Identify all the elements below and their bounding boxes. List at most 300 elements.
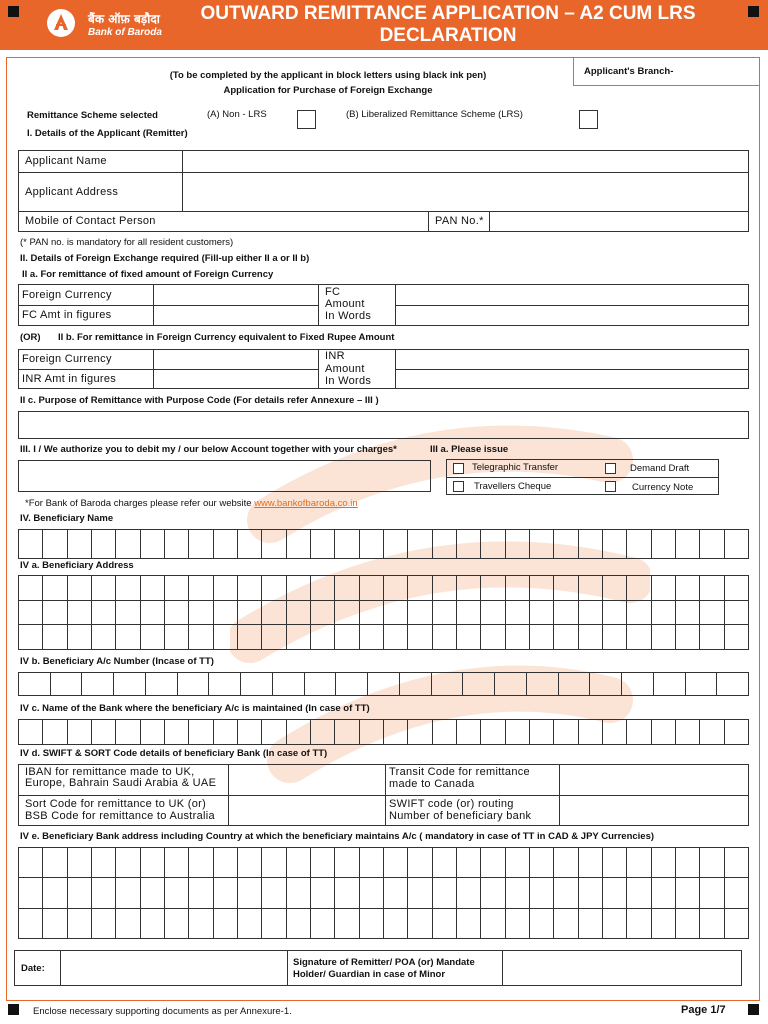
char-box[interactable] <box>165 601 189 626</box>
char-box[interactable] <box>43 576 67 601</box>
char-box[interactable] <box>603 601 627 626</box>
char-box[interactable] <box>408 909 432 939</box>
website-link[interactable]: www.bankofbaroda.co.in <box>254 498 358 509</box>
char-box[interactable] <box>627 625 651 650</box>
char-box[interactable] <box>433 625 457 650</box>
char-box[interactable] <box>273 673 305 696</box>
char-box[interactable] <box>433 878 457 908</box>
char-box[interactable] <box>141 576 165 601</box>
char-box[interactable] <box>652 625 676 650</box>
char-box[interactable] <box>384 576 408 601</box>
travellers-cheque-checkbox[interactable] <box>453 481 464 492</box>
char-box[interactable] <box>238 848 262 878</box>
char-box[interactable] <box>19 530 43 559</box>
char-box[interactable] <box>360 530 384 559</box>
char-box[interactable] <box>627 530 651 559</box>
mobile-field[interactable] <box>200 213 426 231</box>
char-box[interactable] <box>408 601 432 626</box>
char-box[interactable] <box>725 909 749 939</box>
char-box[interactable] <box>654 673 686 696</box>
char-box[interactable] <box>481 848 505 878</box>
char-box[interactable] <box>506 601 530 626</box>
char-box[interactable] <box>287 576 311 601</box>
debit-account-field[interactable] <box>18 460 431 492</box>
char-box[interactable] <box>433 601 457 626</box>
char-box[interactable] <box>141 878 165 908</box>
char-box[interactable] <box>530 530 554 559</box>
char-box[interactable] <box>262 720 286 745</box>
char-box[interactable] <box>530 848 554 878</box>
char-box[interactable] <box>506 530 530 559</box>
char-box[interactable] <box>725 530 749 559</box>
char-box[interactable] <box>384 878 408 908</box>
char-box[interactable] <box>700 878 724 908</box>
char-box[interactable] <box>603 848 627 878</box>
char-box[interactable] <box>457 878 481 908</box>
char-box[interactable] <box>725 601 749 626</box>
char-box[interactable] <box>68 601 92 626</box>
char-box[interactable] <box>262 848 286 878</box>
char-box[interactable] <box>68 909 92 939</box>
char-box[interactable] <box>165 848 189 878</box>
char-box[interactable] <box>238 530 262 559</box>
fc-amt-figures-field[interactable] <box>155 307 317 325</box>
char-box[interactable] <box>622 673 654 696</box>
char-box[interactable] <box>68 530 92 559</box>
char-box[interactable] <box>92 909 116 939</box>
char-box[interactable] <box>652 848 676 878</box>
char-box[interactable] <box>189 625 213 650</box>
char-box[interactable] <box>287 530 311 559</box>
char-box[interactable] <box>43 878 67 908</box>
char-box[interactable] <box>165 530 189 559</box>
char-box[interactable] <box>530 576 554 601</box>
char-box[interactable] <box>559 673 591 696</box>
char-box[interactable] <box>238 909 262 939</box>
char-box[interactable] <box>360 878 384 908</box>
char-box[interactable] <box>433 576 457 601</box>
char-box[interactable] <box>92 601 116 626</box>
char-box[interactable] <box>360 848 384 878</box>
char-box[interactable] <box>214 530 238 559</box>
char-box[interactable] <box>725 625 749 650</box>
char-box[interactable] <box>238 878 262 908</box>
char-box[interactable] <box>311 720 335 745</box>
char-box[interactable] <box>92 530 116 559</box>
char-box[interactable] <box>116 576 140 601</box>
char-box[interactable] <box>432 673 464 696</box>
telegraphic-transfer-checkbox[interactable] <box>453 463 464 474</box>
char-box[interactable] <box>305 673 337 696</box>
char-box[interactable] <box>579 909 603 939</box>
char-box[interactable] <box>189 878 213 908</box>
char-box[interactable] <box>287 720 311 745</box>
char-box[interactable] <box>165 625 189 650</box>
char-box[interactable] <box>19 673 51 696</box>
char-box[interactable] <box>336 673 368 696</box>
char-box[interactable] <box>603 625 627 650</box>
char-box[interactable] <box>360 720 384 745</box>
char-box[interactable] <box>603 720 627 745</box>
char-box[interactable] <box>238 576 262 601</box>
section-2b-heading: II b. For remittance in Foreign Currency equivalent to Fixed Rupee Amount <box>58 332 395 343</box>
char-box[interactable] <box>335 601 359 626</box>
char-box[interactable] <box>116 601 140 626</box>
char-box[interactable] <box>214 601 238 626</box>
pan-field[interactable] <box>491 213 747 231</box>
char-box[interactable] <box>116 530 140 559</box>
char-box[interactable] <box>238 601 262 626</box>
char-box[interactable] <box>481 576 505 601</box>
sort-code-field[interactable] <box>230 797 384 825</box>
char-box[interactable] <box>457 720 481 745</box>
char-box[interactable] <box>360 576 384 601</box>
char-box[interactable] <box>627 878 651 908</box>
char-box[interactable] <box>579 848 603 878</box>
char-box[interactable] <box>506 878 530 908</box>
beneficiary-bank-boxes[interactable] <box>18 719 749 745</box>
char-box[interactable] <box>506 848 530 878</box>
char-box[interactable] <box>116 909 140 939</box>
char-box[interactable] <box>43 848 67 878</box>
char-box[interactable] <box>116 625 140 650</box>
char-box[interactable] <box>214 848 238 878</box>
char-box[interactable] <box>530 720 554 745</box>
iban-field[interactable] <box>230 766 384 794</box>
signature-label <box>293 957 475 980</box>
char-box[interactable] <box>311 625 335 650</box>
beneficiary-account-boxes[interactable] <box>18 672 749 696</box>
char-box[interactable] <box>725 720 749 745</box>
char-box[interactable] <box>92 625 116 650</box>
char-box[interactable] <box>68 878 92 908</box>
char-box[interactable] <box>19 909 43 939</box>
beneficiary-name-boxes[interactable] <box>18 529 749 559</box>
foreign-currency-b-field[interactable] <box>155 351 317 368</box>
char-box[interactable] <box>433 530 457 559</box>
char-box[interactable] <box>68 625 92 650</box>
char-box[interactable] <box>457 625 481 650</box>
char-box[interactable] <box>165 909 189 939</box>
char-box[interactable] <box>19 848 43 878</box>
char-box[interactable] <box>165 576 189 601</box>
char-box[interactable] <box>627 909 651 939</box>
char-box[interactable] <box>676 720 700 745</box>
char-box[interactable] <box>652 720 676 745</box>
char-box[interactable] <box>384 530 408 559</box>
char-box[interactable] <box>141 601 165 626</box>
char-box[interactable] <box>579 625 603 650</box>
char-box[interactable] <box>311 601 335 626</box>
char-box[interactable] <box>238 625 262 650</box>
currency-note-checkbox[interactable] <box>605 481 616 492</box>
char-box[interactable] <box>384 625 408 650</box>
char-box[interactable] <box>603 530 627 559</box>
char-box[interactable] <box>481 878 505 908</box>
char-box[interactable] <box>686 673 718 696</box>
char-box[interactable] <box>311 878 335 908</box>
char-box[interactable] <box>457 909 481 939</box>
char-box[interactable] <box>554 878 578 908</box>
char-box[interactable] <box>700 625 724 650</box>
applicant-name-field[interactable] <box>184 152 747 171</box>
char-box[interactable] <box>627 601 651 626</box>
char-box[interactable] <box>178 673 210 696</box>
char-box[interactable] <box>189 909 213 939</box>
char-box[interactable] <box>603 878 627 908</box>
char-box[interactable] <box>481 909 505 939</box>
char-box[interactable] <box>408 625 432 650</box>
date-field[interactable] <box>62 952 286 984</box>
char-box[interactable] <box>141 909 165 939</box>
char-box[interactable] <box>92 720 116 745</box>
char-box[interactable] <box>481 720 505 745</box>
char-box[interactable] <box>287 601 311 626</box>
char-box[interactable] <box>209 673 241 696</box>
char-box[interactable] <box>481 530 505 559</box>
fc-amount-words-field[interactable] <box>397 286 747 324</box>
char-box[interactable] <box>554 848 578 878</box>
char-box[interactable] <box>311 909 335 939</box>
char-box[interactable] <box>506 576 530 601</box>
char-box[interactable] <box>43 720 67 745</box>
char-box[interactable] <box>92 848 116 878</box>
char-box[interactable] <box>287 848 311 878</box>
char-box[interactable] <box>579 576 603 601</box>
inr-amt-figures-field[interactable] <box>155 371 317 388</box>
char-box[interactable] <box>433 848 457 878</box>
char-box[interactable] <box>19 625 43 650</box>
char-box[interactable] <box>19 720 43 745</box>
char-box[interactable] <box>457 601 481 626</box>
char-box[interactable] <box>311 848 335 878</box>
foreign-currency-field[interactable] <box>155 286 317 304</box>
swift-code-label-line: SWIFT code (or) routing <box>389 798 514 810</box>
char-box[interactable] <box>530 909 554 939</box>
char-box[interactable] <box>43 601 67 626</box>
char-box[interactable] <box>627 720 651 745</box>
char-box[interactable] <box>262 576 286 601</box>
char-box[interactable] <box>360 909 384 939</box>
char-box[interactable] <box>189 848 213 878</box>
char-box[interactable] <box>189 576 213 601</box>
char-box[interactable] <box>652 576 676 601</box>
char-box[interactable] <box>68 576 92 601</box>
char-box[interactable] <box>408 878 432 908</box>
char-box[interactable] <box>335 720 359 745</box>
char-box[interactable] <box>579 878 603 908</box>
char-box[interactable] <box>43 530 67 559</box>
char-box[interactable] <box>408 530 432 559</box>
char-box[interactable] <box>68 720 92 745</box>
char-box[interactable] <box>214 625 238 650</box>
char-box[interactable] <box>457 848 481 878</box>
char-box[interactable] <box>627 848 651 878</box>
char-box[interactable] <box>603 909 627 939</box>
char-box[interactable] <box>116 720 140 745</box>
char-box[interactable] <box>506 909 530 939</box>
char-box[interactable] <box>463 673 495 696</box>
char-box[interactable] <box>360 601 384 626</box>
char-box[interactable] <box>554 720 578 745</box>
char-box[interactable] <box>262 625 286 650</box>
char-box[interactable] <box>554 576 578 601</box>
char-box[interactable] <box>506 720 530 745</box>
char-box[interactable] <box>495 673 527 696</box>
inr-amount-words-field[interactable] <box>397 351 747 387</box>
char-box[interactable] <box>335 576 359 601</box>
char-box[interactable] <box>141 530 165 559</box>
char-box[interactable] <box>238 720 262 745</box>
char-box[interactable] <box>189 601 213 626</box>
char-box[interactable] <box>43 625 67 650</box>
char-box[interactable] <box>335 848 359 878</box>
char-box[interactable] <box>335 878 359 908</box>
purpose-of-remittance-field[interactable] <box>18 411 749 439</box>
char-box[interactable] <box>506 625 530 650</box>
char-box[interactable] <box>335 625 359 650</box>
char-box[interactable] <box>335 530 359 559</box>
char-box[interactable] <box>433 909 457 939</box>
char-box[interactable] <box>652 530 676 559</box>
char-box[interactable] <box>368 673 400 696</box>
beneficiary-address-boxes[interactable] <box>18 575 749 650</box>
char-box[interactable] <box>676 848 700 878</box>
char-box[interactable] <box>717 673 749 696</box>
char-box[interactable] <box>19 576 43 601</box>
char-box[interactable] <box>676 601 700 626</box>
char-box[interactable] <box>262 878 286 908</box>
char-box[interactable] <box>627 576 651 601</box>
char-box[interactable] <box>214 576 238 601</box>
char-box[interactable] <box>652 909 676 939</box>
char-box[interactable] <box>481 601 505 626</box>
char-box[interactable] <box>700 601 724 626</box>
signature-field[interactable] <box>504 952 740 984</box>
char-box[interactable] <box>287 878 311 908</box>
char-box[interactable] <box>384 601 408 626</box>
char-box[interactable] <box>262 601 286 626</box>
char-box[interactable] <box>311 576 335 601</box>
char-box[interactable] <box>530 878 554 908</box>
char-box[interactable] <box>652 601 676 626</box>
char-box[interactable] <box>384 848 408 878</box>
char-box[interactable] <box>114 673 146 696</box>
char-box[interactable] <box>360 625 384 650</box>
char-box[interactable] <box>457 576 481 601</box>
char-box[interactable] <box>311 530 335 559</box>
char-box[interactable] <box>457 530 481 559</box>
char-box[interactable] <box>19 601 43 626</box>
char-box[interactable] <box>725 848 749 878</box>
char-box[interactable] <box>146 673 178 696</box>
lrs-checkbox[interactable] <box>579 110 598 129</box>
char-box[interactable] <box>481 625 505 650</box>
char-box[interactable] <box>141 848 165 878</box>
char-box[interactable] <box>700 909 724 939</box>
applicant-address-field[interactable] <box>184 174 747 210</box>
char-box[interactable] <box>530 625 554 650</box>
char-box[interactable] <box>287 909 311 939</box>
char-box[interactable] <box>68 848 92 878</box>
char-box[interactable] <box>700 576 724 601</box>
char-box[interactable] <box>676 625 700 650</box>
char-box[interactable] <box>214 909 238 939</box>
char-box[interactable] <box>408 848 432 878</box>
char-box[interactable] <box>676 530 700 559</box>
char-box[interactable] <box>189 720 213 745</box>
swift-code-field[interactable] <box>561 797 747 825</box>
char-box[interactable] <box>165 878 189 908</box>
char-box[interactable] <box>116 878 140 908</box>
applicant-branch-field[interactable]: Applicant's Branch- <box>573 58 759 86</box>
char-box[interactable] <box>384 720 408 745</box>
inr-amount-words-line: Amount <box>325 362 365 375</box>
char-box[interactable] <box>214 720 238 745</box>
char-box[interactable] <box>19 878 43 908</box>
char-box[interactable] <box>189 530 213 559</box>
char-box[interactable] <box>603 576 627 601</box>
char-box[interactable] <box>530 601 554 626</box>
char-box[interactable] <box>408 720 432 745</box>
char-box[interactable] <box>725 878 749 908</box>
char-box[interactable] <box>141 625 165 650</box>
char-box[interactable] <box>700 848 724 878</box>
char-box[interactable] <box>92 576 116 601</box>
char-box[interactable] <box>384 909 408 939</box>
char-box[interactable] <box>51 673 83 696</box>
bank-address-boxes[interactable] <box>18 847 749 939</box>
char-box[interactable] <box>700 720 724 745</box>
bank-address-heading: IV e. Beneficiary Bank address including Country at which the beneficiary maintains A/c ( mandatory in case of TT in CAD & JPY Currencies) <box>20 831 655 842</box>
char-box[interactable] <box>335 909 359 939</box>
char-box[interactable] <box>579 530 603 559</box>
char-box[interactable] <box>676 576 700 601</box>
char-box[interactable] <box>554 530 578 559</box>
char-box[interactable] <box>262 909 286 939</box>
char-box[interactable] <box>141 720 165 745</box>
fc-amount-words-line: FC <box>325 286 341 298</box>
transit-code-field[interactable] <box>561 766 747 794</box>
char-box[interactable] <box>82 673 114 696</box>
demand-draft-checkbox[interactable] <box>605 463 616 474</box>
char-box[interactable] <box>554 625 578 650</box>
char-box[interactable] <box>700 530 724 559</box>
char-box[interactable] <box>433 720 457 745</box>
char-box[interactable] <box>92 878 116 908</box>
char-box[interactable] <box>165 720 189 745</box>
char-box[interactable] <box>43 909 67 939</box>
char-box[interactable] <box>400 673 432 696</box>
char-box[interactable] <box>590 673 622 696</box>
char-box[interactable] <box>116 848 140 878</box>
char-box[interactable] <box>241 673 273 696</box>
char-box[interactable] <box>408 576 432 601</box>
char-box[interactable] <box>579 720 603 745</box>
char-box[interactable] <box>725 576 749 601</box>
char-box[interactable] <box>287 625 311 650</box>
char-box[interactable] <box>579 601 603 626</box>
char-box[interactable] <box>262 530 286 559</box>
non-lrs-checkbox[interactable] <box>297 110 316 129</box>
char-box[interactable] <box>214 878 238 908</box>
char-box[interactable] <box>676 878 700 908</box>
char-box[interactable] <box>676 909 700 939</box>
char-box[interactable] <box>527 673 559 696</box>
char-box[interactable] <box>554 909 578 939</box>
char-box[interactable] <box>554 601 578 626</box>
char-box[interactable] <box>652 878 676 908</box>
